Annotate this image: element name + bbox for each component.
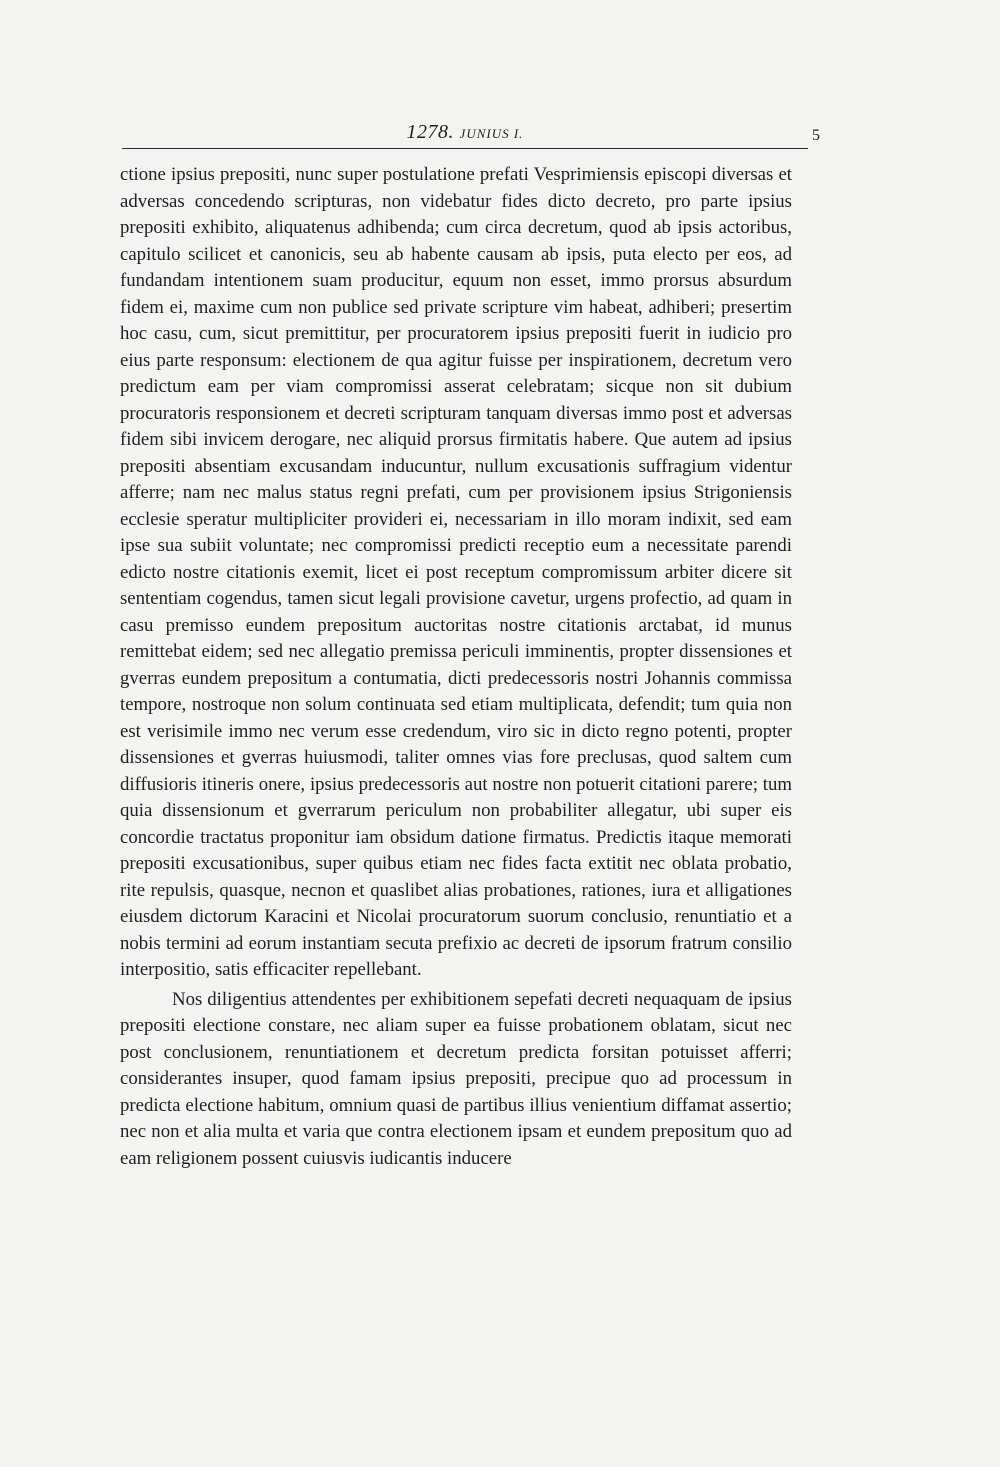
page-number: 5 — [812, 127, 820, 144]
header-title — [122, 121, 808, 144]
header-year: 1278. — [406, 121, 455, 143]
body-text — [120, 162, 792, 1172]
paragraph-1: ctione ipsius prepositi, nunc super postulatione prefati Vesprimiensis episcopi diversas et adversas concedendo scripturas, non videbatur fides dicto decreto, pro parte ipsius prepositi exhibito, aliquatenus adhibenda; cum circa decretum, quod ab ipsis actoribus, capitulo scilicet et canonicis, seu ab habente causam ab ipsis, puta electo per eos, ad fundandam intentionem suam producitur, equum non esset, immo prorsus absurdum fidem ei, maxime cum non publice sed private scripture vim habeat, adhiberi; presertim hoc casu, cum, sicut premittitur, per procuratorem ipsius prepositi fuerit in iudicio pro eius parte responsum: electionem de qua agitur fuisse per inspirationem, decretum vero predictum eam per viam compromissi asserat celebratam; sicque non sit dubium procuratoris responsionem et decreti scripturam tanquam diversas immo post et adversas fidem sibi invicem derogare, nec aliquid prorsus firmitatis habere. Que autem ad ipsius prepositi absentiam excusandam inducuntur, nullum excusationis suffragium videntur afferre; nam nec malus status regni prefati, cum per provisionem ipsius Strigoniensis ecclesie speratur multipliciter provideri ei, necessariam in illo moram indixit, sed eam ipse sua subiit voluntate; nec compromissi predicti receptio eum a necessitate parendi edicto nostre citationis exemit, licet ei post receptum compromissum arbiter dicere sit sententiam cogendus, tamen sicut legali provisione cavetur, urgens profectio, ad quam in casu premisso eundem prepositum auctoritas nostre citationis arctabat, id munus remittebat eidem; sed nec allegatio premissa periculi imminentis, propter dissensiones et gverras eundem prepositum a contumatia, dicti predecessoris nostri Johannis commissa tempore, nostroque non solum continuata sed etiam multiplicata, defendit; tum quia non est verisimile immo nec verum esse credendum, viro sic in dicto regno potenti, propter dissensiones et gverras huiusmodi, taliter omnes vias fore preclusas, quod saltem cum diffusioris itineris onere, ipsius predecessoris aut nostre non potuerit citationi parere; tum quia dissensionum et gverrarum periculum non probabiliter allegatur, ubi super eis concordie tractatus proponitur iam obsidum datione firmatus. Predictis itaque memorati prepositi excusationibus, super quibus etiam nec fides facta extitit nec oblata probatio, rite repulsis, quasque, necnon et quaslibet alias probationes, rationes, iura et alligationes eiusdem dictorum Karacini et Nicolai procuratorum suorum conclusio, renuntiatio et a nobis termini ad eorum instantiam secuta prefixio ac decreti de ipsorum fratrum consilio interpositio, satis efficaciter repellebant. — [120, 164, 792, 980]
running-header — [122, 118, 820, 149]
header-date: JUNIUS I. — [459, 126, 524, 141]
paragraph-2: Nos diligentius attendentes per exhibitionem sepefati decreti nequaquam de ipsius prepositi electione constare, nec aliam super ea fuisse probationem oblatam, sicut nec post conclusionem, renuntiationem et decretum predicta forsitan potuisset afferri; considerantes insuper, quod famam ipsius prepositi, precipue quo ad processum in predicta electione habitum, omnium quasi de partibus illius venientium diffamat assertio; nec non et alia multa et varia que contra electionem ipsam et eundem prepositum quo ad eam religionem possent cuiusvis iudicantis inducere — [120, 988, 792, 1169]
